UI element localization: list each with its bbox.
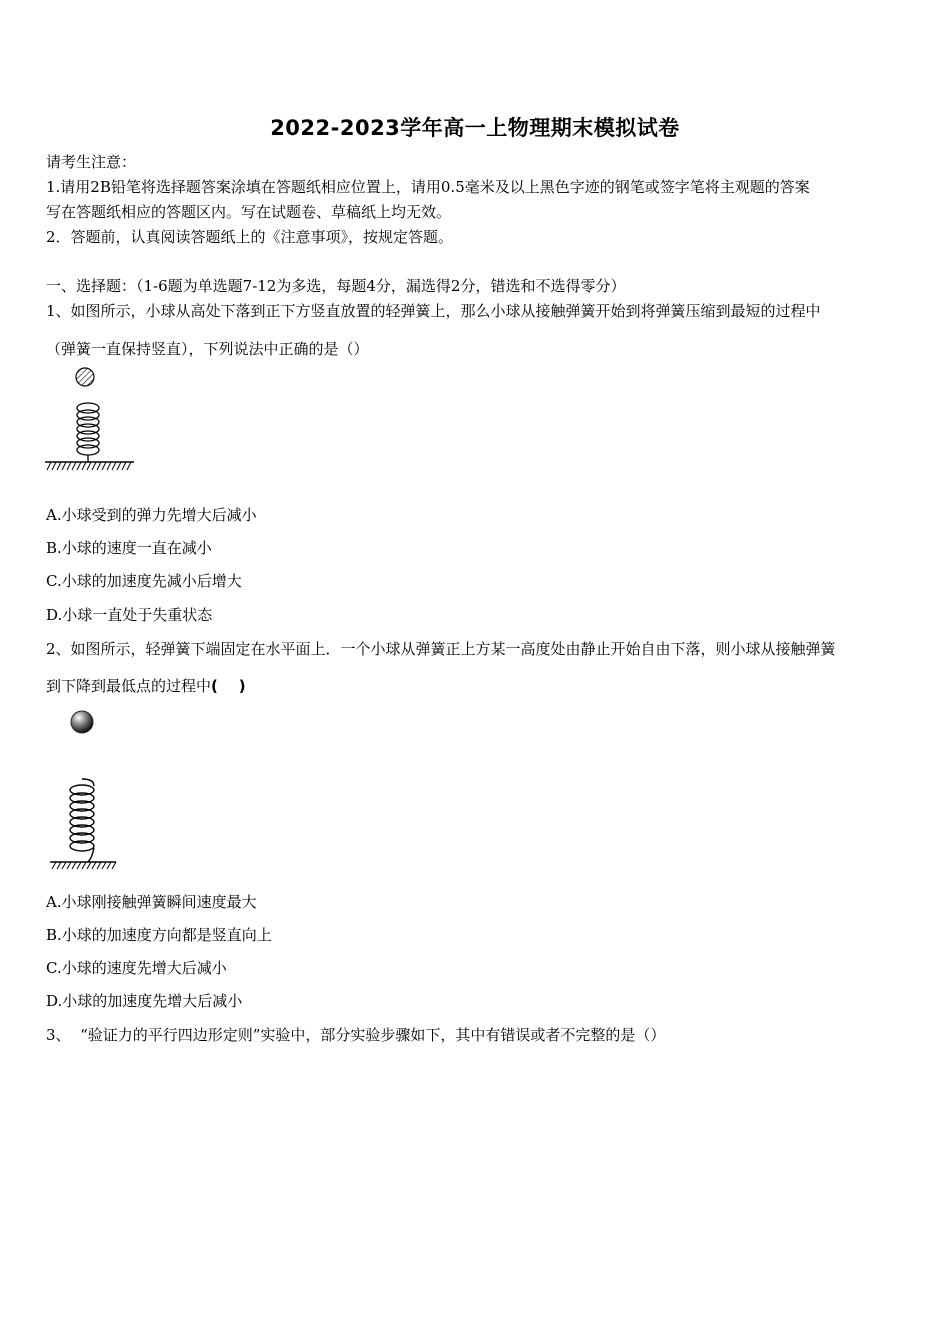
question-2-option-c: C.小球的速度先增大后减小 — [46, 959, 227, 977]
ball-icon — [71, 711, 93, 733]
figure-1-ball-spring — [44, 366, 136, 476]
question-2-option-b: B.小球的加速度方向都是竖直向上 — [46, 926, 272, 944]
question-1-stem-line-1: 1、如图所示，小球从高处下落到正下方竖直放置的轻弹簧上，那么小球从接触弹簧开始到将弹簧压缩到最短的过程中 — [46, 302, 821, 320]
question-3-stem-line-1: 3、 “验证力的平行四边形定则”实验中，部分实验步骤如下，其中有错误或者不完整的是（） — [46, 1026, 666, 1044]
question-1-option-a: A.小球受到的弹力先增大后减小 — [46, 506, 257, 524]
question-2-stem-text: 到下降到最低点的过程中 — [46, 677, 212, 695]
question-2-option-a: A.小球刚接触弹簧瞬间速度最大 — [46, 893, 257, 911]
question-1-stem-line-2: （弹簧一直保持竖直），下列说法中正确的是（） — [46, 340, 369, 358]
question-2-answer-paren: ( ) — [211, 677, 246, 695]
ground-icon — [45, 462, 134, 470]
ball-icon — [76, 368, 94, 386]
spring-icon — [70, 779, 94, 862]
notice-heading: 请考生注意： — [46, 153, 137, 171]
section-1-heading: 一、选择题：（1-6题为单选题7-12为多选，每题4分，漏选得2分，错选和不选得零分） — [46, 277, 626, 295]
question-1-option-d: D.小球一直处于失重状态 — [46, 606, 213, 624]
notice-item-1-line-1: 1.请用2B铅笔将选择题答案涂填在答题纸相应位置上，请用0.5毫米及以上黑色字迹的钢笔或签字笔将主观题的答案 — [46, 178, 810, 196]
figure-2-ball-spring — [46, 706, 122, 876]
page-title: 2022-2023学年高一上物理期末模拟试卷 — [270, 116, 680, 140]
notice-item-1-line-2: 写在答题纸相应的答题区内。写在试题卷、草稿纸上均无效。 — [46, 203, 452, 221]
question-2-stem-line-2 — [46, 676, 246, 696]
ground-icon — [50, 862, 116, 869]
question-2-option-d: D.小球的加速度先增大后减小 — [46, 992, 243, 1010]
question-2-stem-line-1: 2、如图所示，轻弹簧下端固定在水平面上．一个小球从弹簧正上方某一高度处由静止开始自由下落，则小球从接触弹簧 — [46, 640, 836, 658]
question-1-option-b: B.小球的速度一直在减小 — [46, 539, 212, 557]
spring-icon — [77, 403, 99, 462]
question-1-option-c: C.小球的加速度先减小后增大 — [46, 572, 242, 590]
notice-item-2: 2．答题前，认真阅读答题纸上的《注意事项》，按规定答题。 — [46, 228, 454, 246]
